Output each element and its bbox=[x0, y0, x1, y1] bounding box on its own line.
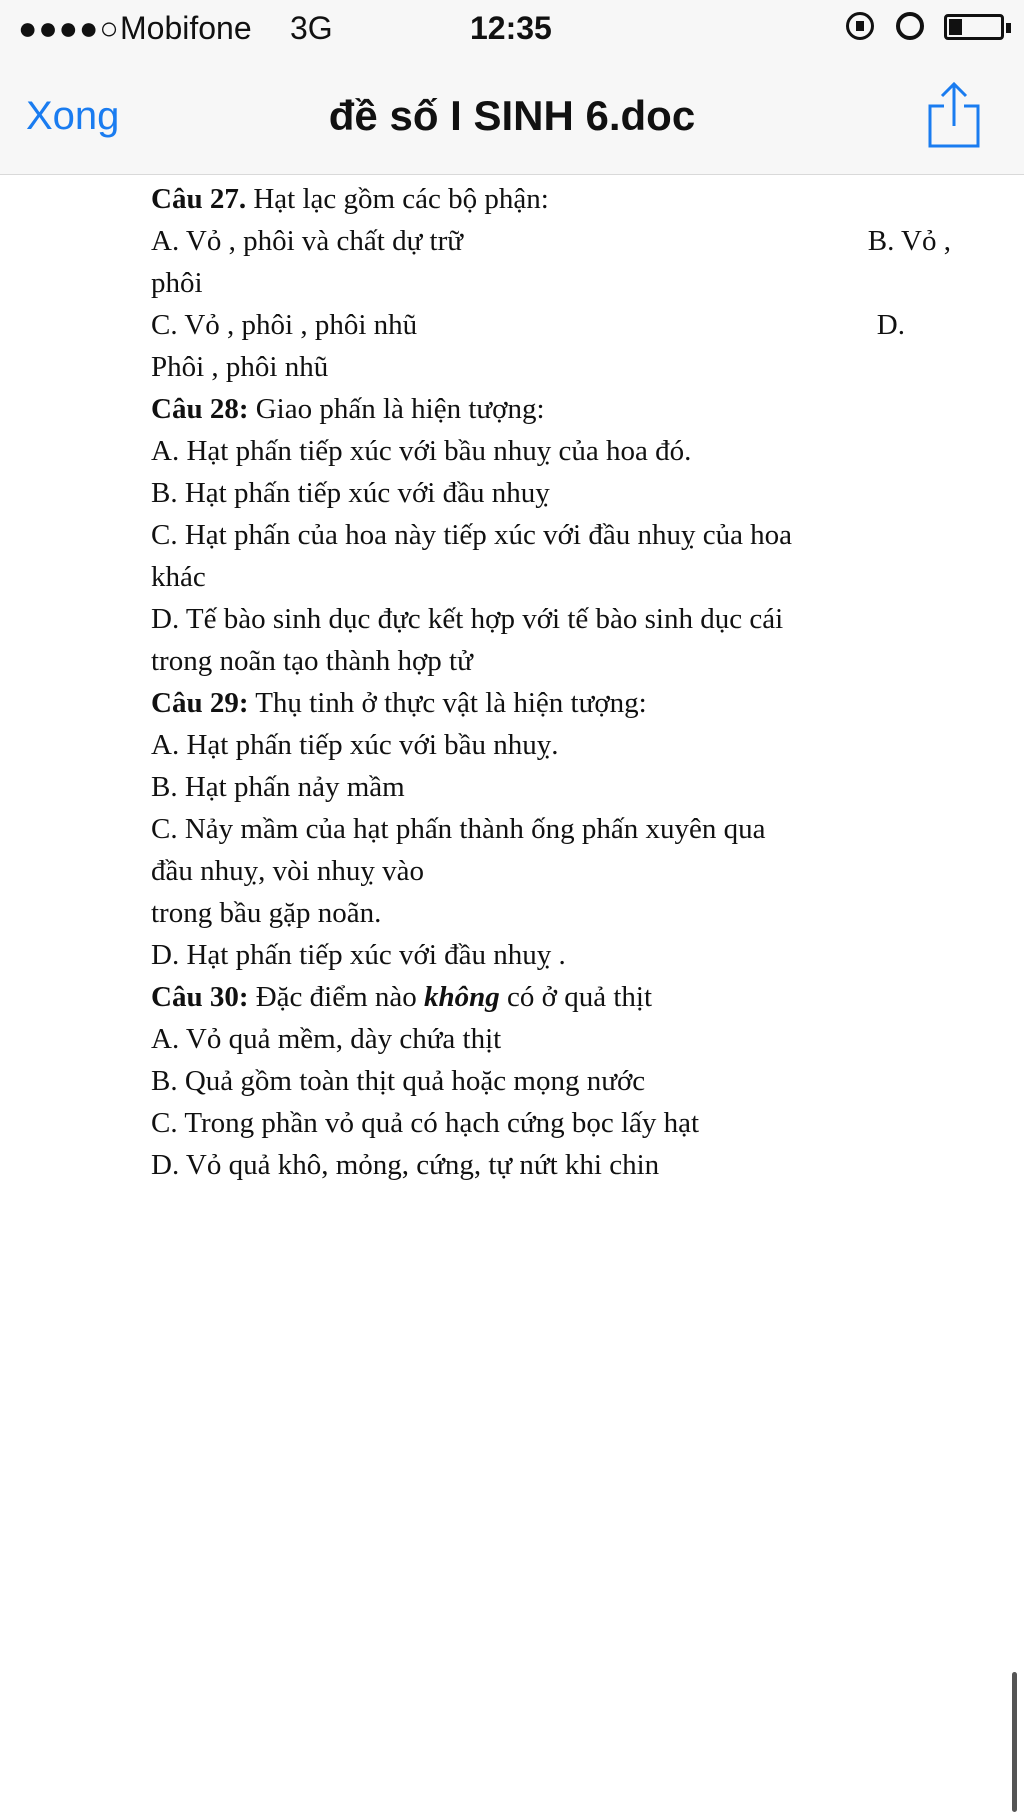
answer-row bbox=[151, 304, 951, 346]
question-29 bbox=[151, 682, 971, 724]
question-30 bbox=[151, 976, 971, 1018]
done-button[interactable]: Xong bbox=[26, 94, 120, 138]
answer-a: A. Hạt phấn tiếp xúc với bầu nhuỵ của hoa đó. bbox=[151, 435, 692, 467]
navigation-bar bbox=[0, 56, 1024, 175]
battery-tip bbox=[1006, 23, 1011, 33]
question-number: Câu 29: bbox=[151, 687, 249, 719]
answer-c-continued: khác bbox=[151, 561, 206, 593]
answer-a: A. Vỏ quả mềm, dày chứa thịt bbox=[151, 1023, 502, 1055]
scrollbar[interactable] bbox=[1012, 1672, 1017, 1812]
answer-a: A. Vỏ , phôi và chất dự trữ bbox=[151, 225, 463, 257]
question-27 bbox=[151, 178, 971, 220]
question-text: có ở quả thịt bbox=[499, 981, 653, 1013]
battery-level-fill bbox=[949, 19, 962, 35]
status-bar bbox=[0, 0, 1024, 56]
status-time: 12:35 bbox=[470, 10, 552, 46]
question-text: Thụ tinh ở thực vật là hiện tượng: bbox=[248, 687, 647, 719]
alarm-icon bbox=[896, 12, 924, 40]
question-text: Đặc điểm nào bbox=[248, 981, 425, 1013]
answer-b: B. Hạt phấn nảy mầm bbox=[151, 771, 405, 803]
answer-d-continued: trong noãn tạo thành hợp tử bbox=[151, 645, 473, 677]
answer-d: D. Vỏ quả khô, mỏng, cứng, tự nứt khi chin bbox=[151, 1149, 660, 1181]
question-number: Câu 28: bbox=[151, 393, 249, 425]
question-text: Hạt lạc gồm các bộ phận: bbox=[246, 183, 549, 215]
answer-d: D. Hạt phấn tiếp xúc với đầu nhuỵ . bbox=[151, 939, 566, 971]
carrier-name: Mobifone bbox=[120, 10, 252, 46]
answer-c: C. Nảy mầm của hạt phấn thành ống phấn xuyên qua bbox=[151, 813, 766, 845]
answer-c-continued: trong bầu gặp noãn. bbox=[151, 897, 382, 929]
answer-d-continued: Phôi , phôi nhũ bbox=[151, 351, 329, 383]
answer-row bbox=[151, 220, 951, 262]
question-emphasis: không bbox=[424, 981, 500, 1013]
answer-b: B. Vỏ , bbox=[867, 225, 951, 257]
answer-b: B. Quả gồm toàn thịt quả hoặc mọng nước bbox=[151, 1065, 646, 1097]
question-text: Giao phấn là hiện tượng: bbox=[248, 393, 545, 425]
answer-a: A. Hạt phấn tiếp xúc với bầu nhuỵ. bbox=[151, 729, 559, 761]
answer-d: D. Tế bào sinh dục đực kết hợp với tế bào sinh dục cái bbox=[151, 603, 784, 635]
network-type: 3G bbox=[290, 10, 333, 46]
answer-c: C. Trong phần vỏ quả có hạch cứng bọc lấy hạt bbox=[151, 1107, 700, 1139]
question-number: Câu 30: bbox=[151, 981, 249, 1013]
share-icon[interactable] bbox=[924, 80, 984, 150]
battery-icon bbox=[944, 14, 1004, 40]
answer-b-continued: phôi bbox=[151, 267, 203, 299]
document-title: đề số I SINH 6.doc bbox=[328, 92, 696, 139]
answer-c-continued: đầu nhuỵ, vòi nhuỵ vào bbox=[151, 855, 425, 887]
question-28 bbox=[151, 388, 971, 430]
answer-c: C. Vỏ , phôi , phôi nhũ bbox=[151, 309, 418, 341]
rotation-lock-icon bbox=[846, 12, 874, 40]
answer-b: B. Hạt phấn tiếp xúc với đầu nhuỵ bbox=[151, 477, 550, 509]
answer-d: D. bbox=[876, 309, 905, 341]
question-number: Câu 27. bbox=[151, 183, 247, 215]
document-content bbox=[151, 178, 971, 1186]
signal-strength-icon: ●●●●○ bbox=[18, 10, 120, 46]
answer-c: C. Hạt phấn của hoa này tiếp xúc với đầu nhuỵ của hoa bbox=[151, 519, 793, 551]
